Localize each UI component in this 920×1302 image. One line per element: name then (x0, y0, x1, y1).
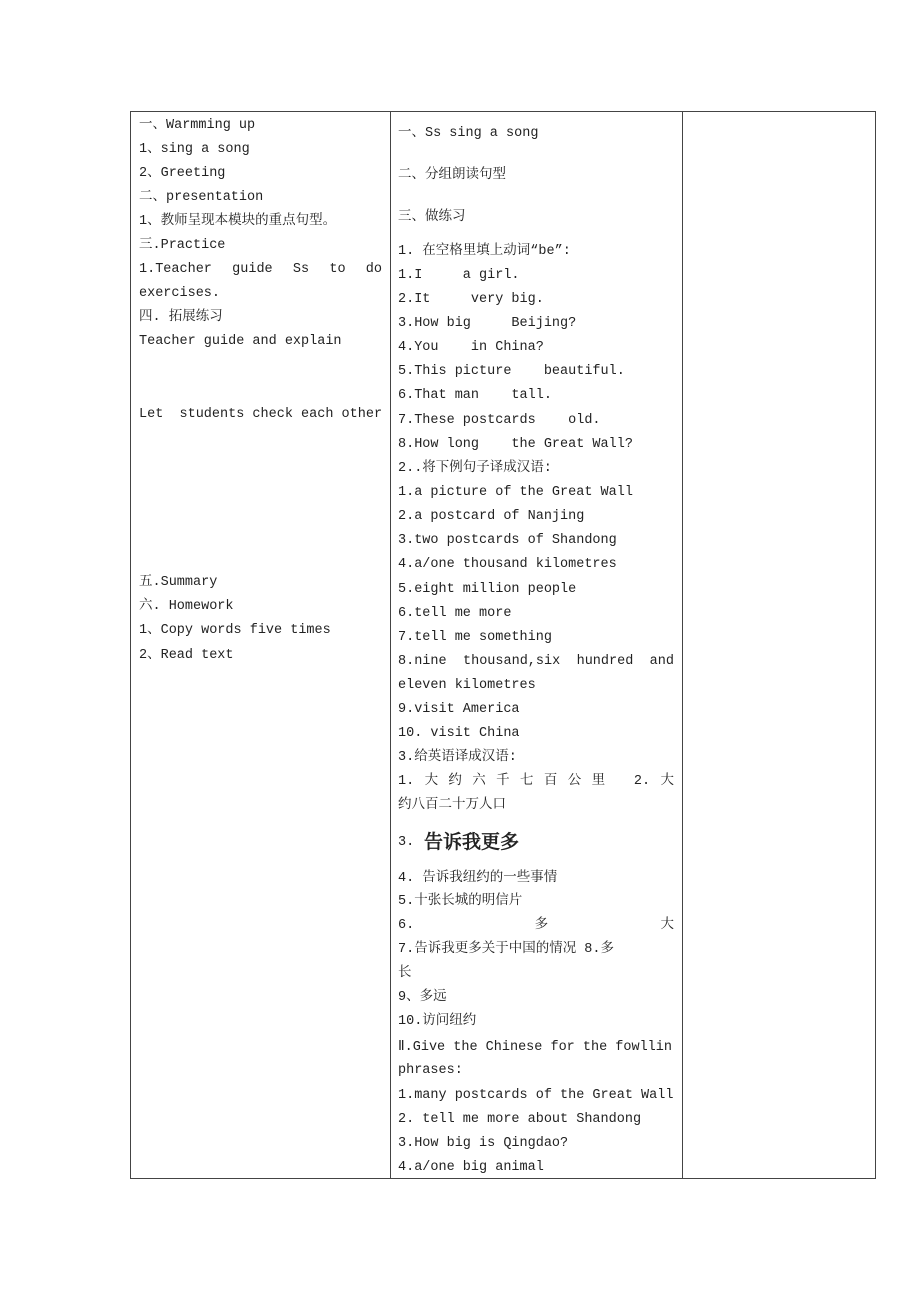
text-line: 1.many postcards of the Great Wall (398, 1088, 674, 1103)
text-line: 1、sing a song (139, 142, 250, 157)
text-line: 9.visit America (398, 702, 520, 717)
text-line: 10.访问纽约 (398, 1014, 477, 1029)
text-line: 9、多远 (398, 990, 447, 1005)
text-line: 2. tell me more about Shandong (398, 1112, 642, 1127)
text-line: 5.十张长城的明信片 (398, 894, 523, 909)
text-line: 5.This picture beautiful. (398, 364, 625, 379)
text-line: 6.tell me more (398, 606, 512, 621)
text-line: 1.a picture of the Great Wall (398, 485, 633, 500)
text-line: 二、presentation (139, 190, 264, 205)
text-line: 6. 多大 (398, 918, 674, 933)
notes-column (682, 112, 875, 1178)
text-line: Teacher guide and explain (139, 334, 342, 349)
text-line: 六. Homework (139, 599, 234, 614)
text-line: Ⅱ.Give the Chinese for the fowllin (398, 1040, 672, 1055)
text-line: 2、Read text (139, 648, 234, 663)
text-line: 8.How long the Great Wall? (398, 437, 633, 452)
text-line: 3. (398, 835, 415, 850)
text-line: phrases: (398, 1063, 463, 1078)
text-line: 二、分组朗读句型 (398, 168, 506, 183)
text-line: 4. 告诉我纽约的一些事情 (398, 871, 558, 886)
text-line: 三.Practice (139, 238, 226, 253)
text-line: 4.a/one thousand kilometres (398, 557, 617, 572)
text-line: 7.告诉我更多关于中国的情况 8.多 (398, 942, 615, 957)
text-line: 一、Warmming up (139, 118, 256, 133)
text-line: 三、做练习 (398, 210, 466, 225)
text-line: 1. 在空格里填上动词“be”: (398, 244, 571, 259)
text-line: eleven kilometres (398, 678, 536, 693)
text-line: 4.You in China? (398, 340, 544, 355)
text-line: 10. visit China (398, 726, 520, 741)
text-line: 6.That man tall. (398, 388, 552, 403)
student-activities-column (390, 112, 683, 1178)
text-line: 告诉我更多 (424, 832, 520, 854)
text-line: 长 (398, 966, 412, 981)
text-line: Let students check each other (139, 407, 383, 422)
text-line: 2.a postcard of Nanjing (398, 509, 585, 524)
text-line: 3.two postcards of Shandong (398, 533, 617, 548)
text-line: 2..将下例句子译成汉语: (398, 461, 552, 476)
text-line: 五.Summary (139, 575, 218, 590)
text-line: 7.tell me something (398, 630, 552, 645)
text-line: 7.These postcards old. (398, 413, 601, 428)
lesson-table (130, 111, 876, 1179)
text-line: 四. 拓展练习 (139, 310, 223, 325)
text-line: 1.Teacher guide Ss to do (139, 262, 382, 277)
text-line: 5.eight million people (398, 582, 577, 597)
text-line: 3.给英语译成汉语: (398, 750, 517, 765)
text-line: exercises. (139, 286, 221, 301)
text-line: 3.How big is Qingdao? (398, 1136, 569, 1151)
text-line: 1.I a girl. (398, 268, 520, 283)
text-line: 一、Ss sing a song (398, 126, 539, 141)
text-line: 1、Copy words five times (139, 623, 331, 638)
text-line: 8.nine thousand,six hundred and (398, 654, 674, 669)
text-line: 2.It very big. (398, 292, 544, 307)
text-line: 1、教师呈现本模块的重点句型。 (139, 214, 337, 229)
text-line: 2、Greeting (139, 166, 226, 181)
text-line: 约八百二十万人口 (398, 798, 506, 813)
teacher-steps-column (131, 112, 391, 1178)
text-line: 3.How big Beijing? (398, 316, 577, 331)
text-line: 1.大约六千七百公里 2.大 (398, 774, 674, 789)
text-line: 4.a/one big animal (398, 1160, 544, 1175)
